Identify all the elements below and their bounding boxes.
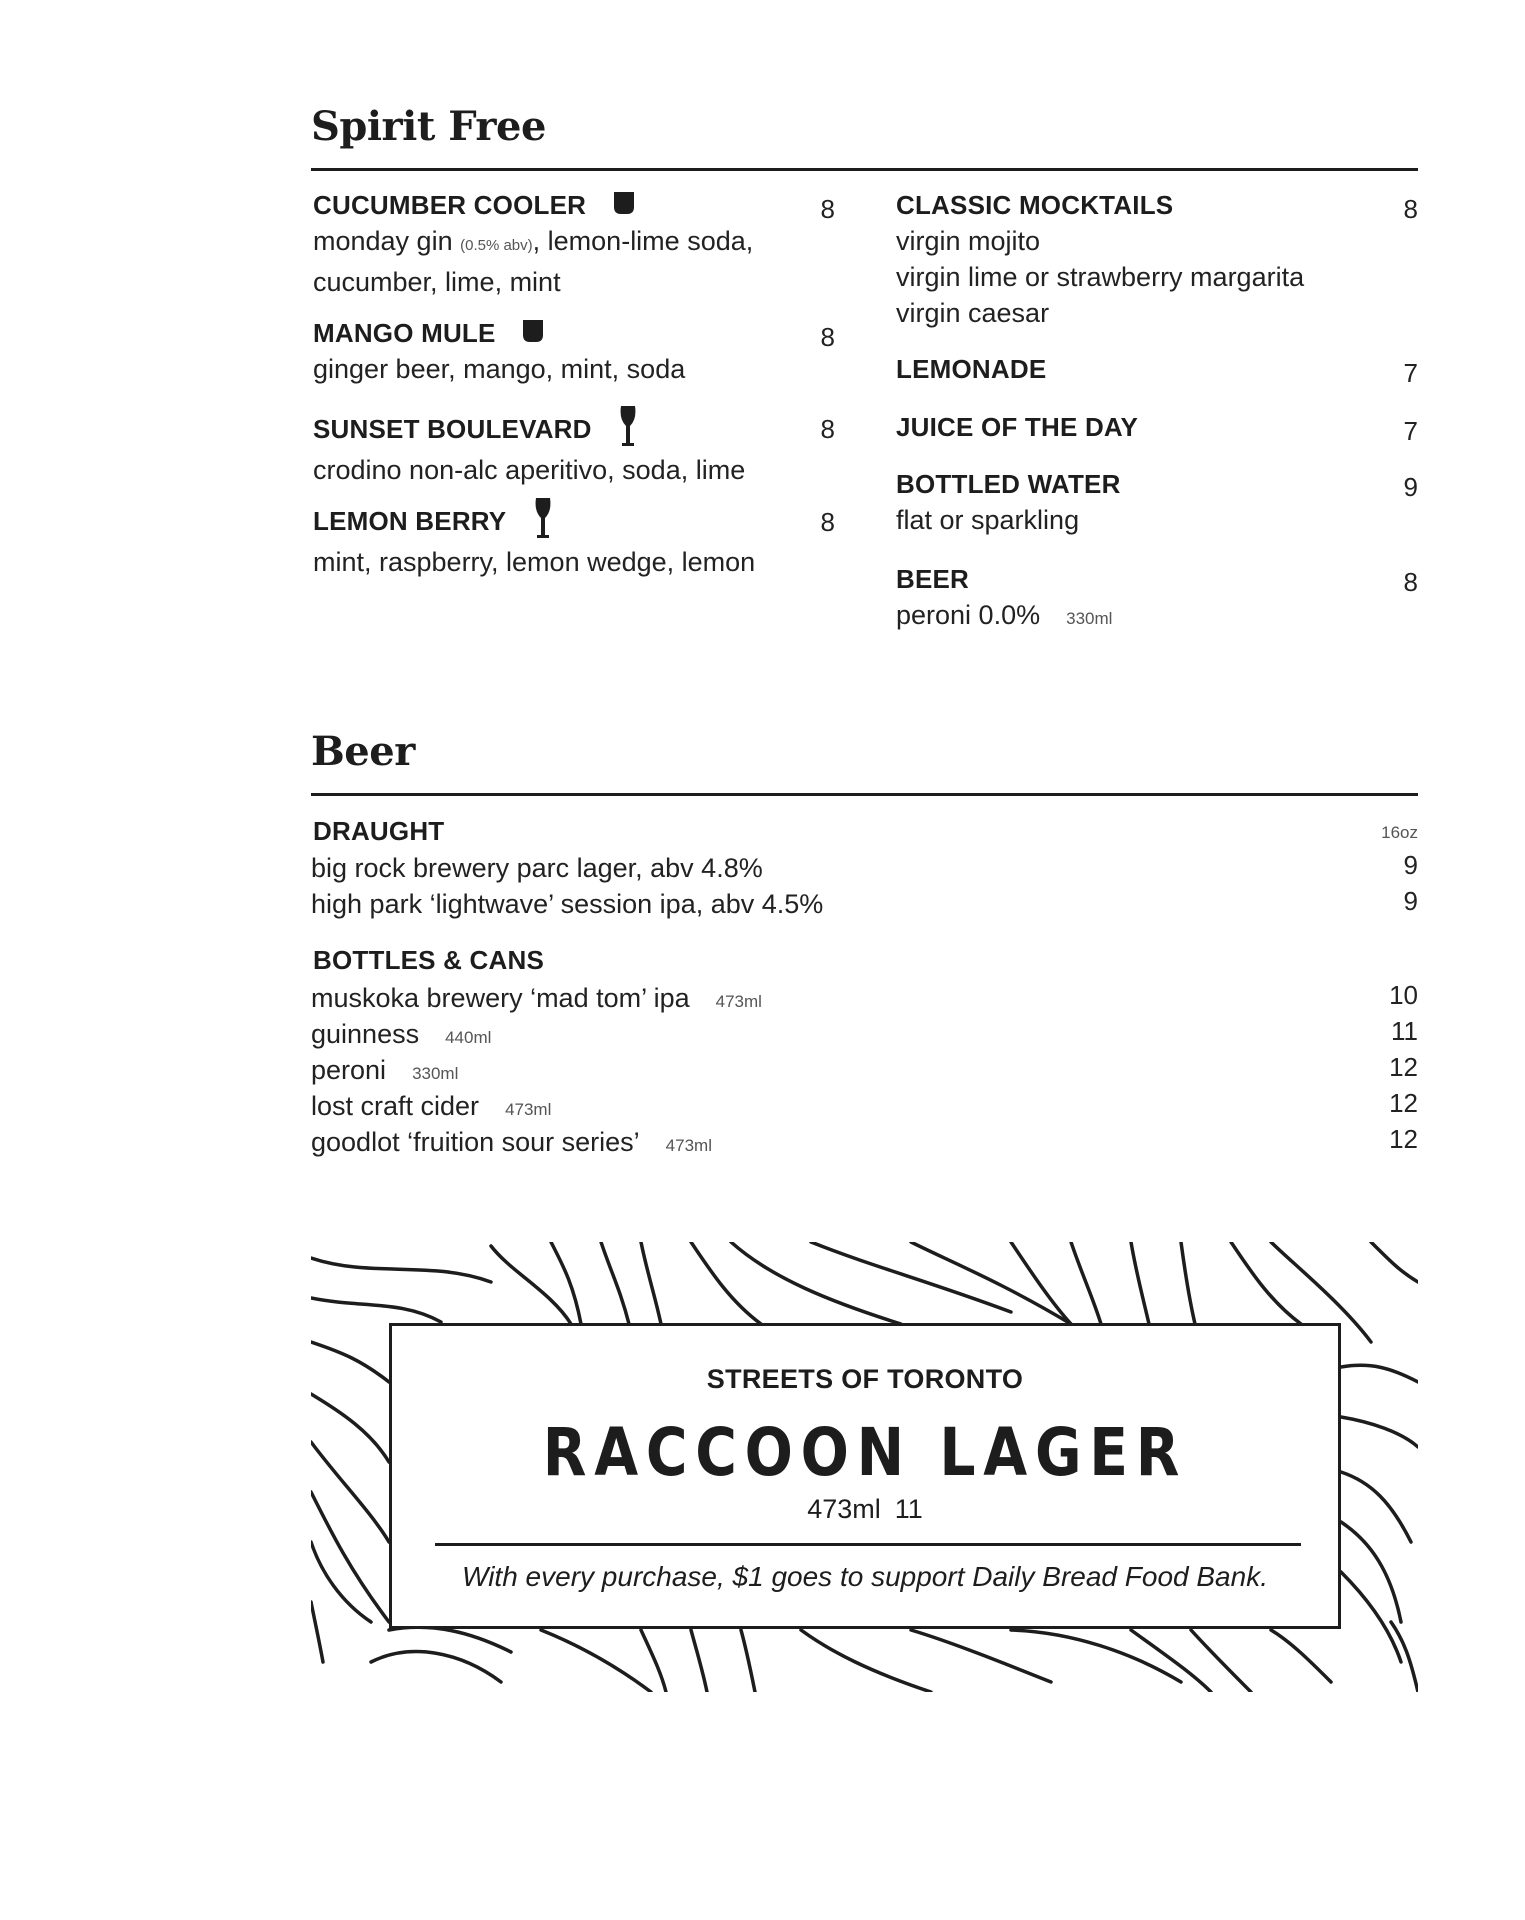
bottle-name: guinness 440ml: [311, 1019, 492, 1049]
draught-price: 9: [1403, 886, 1418, 916]
item-description: ginger beer, mango, mint, soda: [313, 354, 686, 384]
item-volume: 330ml: [1066, 609, 1113, 628]
draught-name: high park ‘lightwave’ session ipa, abv 4.5%: [311, 889, 824, 919]
bottle-volume: 330ml: [412, 1064, 459, 1083]
item-description-line-1: virgin mojito: [896, 226, 1041, 256]
item-description-line-3: virgin caesar: [896, 298, 1050, 328]
item-name: JUICE OF THE DAY: [896, 412, 1139, 442]
rocks-glass-icon: [522, 318, 544, 349]
item-price: 8: [820, 507, 835, 537]
bottle-price: 11: [1391, 1016, 1418, 1046]
item-description: peroni 0.0% 330ml: [896, 600, 1113, 630]
item-description: monday gin (0.5% abv), lemon-lime soda,: [313, 226, 754, 256]
item-price: 7: [1403, 358, 1418, 388]
rocks-glass-icon: [613, 190, 635, 221]
section-title-beer: Beer: [311, 728, 415, 775]
section-divider: [311, 793, 1418, 796]
item-description-line-2: virgin lime or strawberry margarita: [896, 262, 1305, 292]
menu-item-lemonade: [896, 354, 1046, 385]
item-price: 8: [820, 194, 835, 224]
promo-title: RACCOON LAGER: [542, 1414, 1188, 1491]
bottle-row: [311, 1124, 1418, 1160]
menu-item-classic-mocktails: [896, 190, 1304, 331]
promo-volume-price: 473ml 11: [807, 1494, 923, 1524]
item-price: 8: [1403, 194, 1418, 224]
bottle-price: 12: [1389, 1124, 1418, 1154]
wine-glass-icon: [618, 405, 638, 454]
promo-note: With every purchase, $1 goes to support Daily Bread Food Bank.: [462, 1561, 1268, 1592]
bottle-volume: 473ml: [505, 1100, 552, 1119]
promo-card: [389, 1323, 1341, 1629]
bottle-name: lost craft cider 473ml: [311, 1091, 552, 1121]
section-title-spirit-free: Spirit Free: [311, 103, 546, 150]
section-divider: [311, 168, 1418, 171]
item-name: LEMON BERRY: [313, 506, 507, 536]
bottle-price: 12: [1389, 1088, 1418, 1118]
menu-item-mango-mule: [313, 318, 685, 387]
item-name: CLASSIC MOCKTAILS: [896, 190, 1174, 220]
promo-divider: [435, 1543, 1301, 1546]
item-description: crodino non-alc aperitivo, soda, lime: [313, 455, 746, 485]
item-description: flat or sparkling: [896, 505, 1080, 535]
item-name: LEMONADE: [896, 354, 1047, 384]
item-name: BOTTLED WATER: [896, 469, 1121, 499]
bottle-volume: 440ml: [445, 1028, 492, 1047]
bottle-price: 12: [1389, 1052, 1418, 1082]
item-description: mint, raspberry, lemon wedge, lemon: [313, 547, 756, 577]
menu-item-lemon-berry: [313, 497, 755, 580]
draught-row: [311, 886, 1418, 922]
item-price: 8: [820, 322, 835, 352]
bottle-volume: 473ml: [715, 992, 762, 1011]
item-name: CUCUMBER COOLER: [313, 190, 587, 220]
draught-heading: DRAUGHT: [313, 816, 445, 846]
item-price: 7: [1403, 416, 1418, 446]
wine-glass-icon: [533, 497, 553, 546]
bottles-heading: BOTTLES & CANS: [313, 945, 545, 975]
bottle-row: [311, 1016, 1418, 1052]
menu-item-cucumber-cooler: [313, 190, 753, 300]
bottle-volume: 473ml: [665, 1136, 712, 1155]
menu-item-bottled-water: [896, 469, 1121, 538]
bottle-row: [311, 1088, 1418, 1124]
item-description-line-2: cucumber, lime, mint: [313, 267, 561, 297]
item-price: 9: [1403, 472, 1418, 502]
draught-size-label: 16oz: [1381, 823, 1418, 842]
item-price: 8: [1403, 567, 1418, 597]
draught-name: big rock brewery parc lager, abv 4.8%: [311, 853, 763, 883]
draught-row: [311, 850, 1418, 886]
bottle-name: muskoka brewery ‘mad tom’ ipa 473ml: [311, 983, 762, 1013]
menu-item-sunset-boulevard: [313, 405, 745, 488]
bottle-row: [311, 1052, 1418, 1088]
promo-brand: STREETS OF TORONTO: [706, 1364, 1024, 1394]
bottle-row: [311, 980, 1418, 1016]
bottle-price: 10: [1389, 980, 1418, 1010]
menu-item-beer: [896, 564, 1112, 637]
item-name: BEER: [896, 564, 970, 594]
menu-item-juice-of-the-day: [896, 412, 1138, 443]
bottle-name: goodlot ‘fruition sour series’ 473ml: [311, 1127, 712, 1157]
item-name: MANGO MULE: [313, 318, 496, 348]
item-price: 8: [820, 414, 835, 444]
item-name: SUNSET BOULEVARD: [313, 414, 592, 444]
draught-price: 9: [1403, 850, 1418, 880]
bottle-name: peroni 330ml: [311, 1055, 459, 1085]
